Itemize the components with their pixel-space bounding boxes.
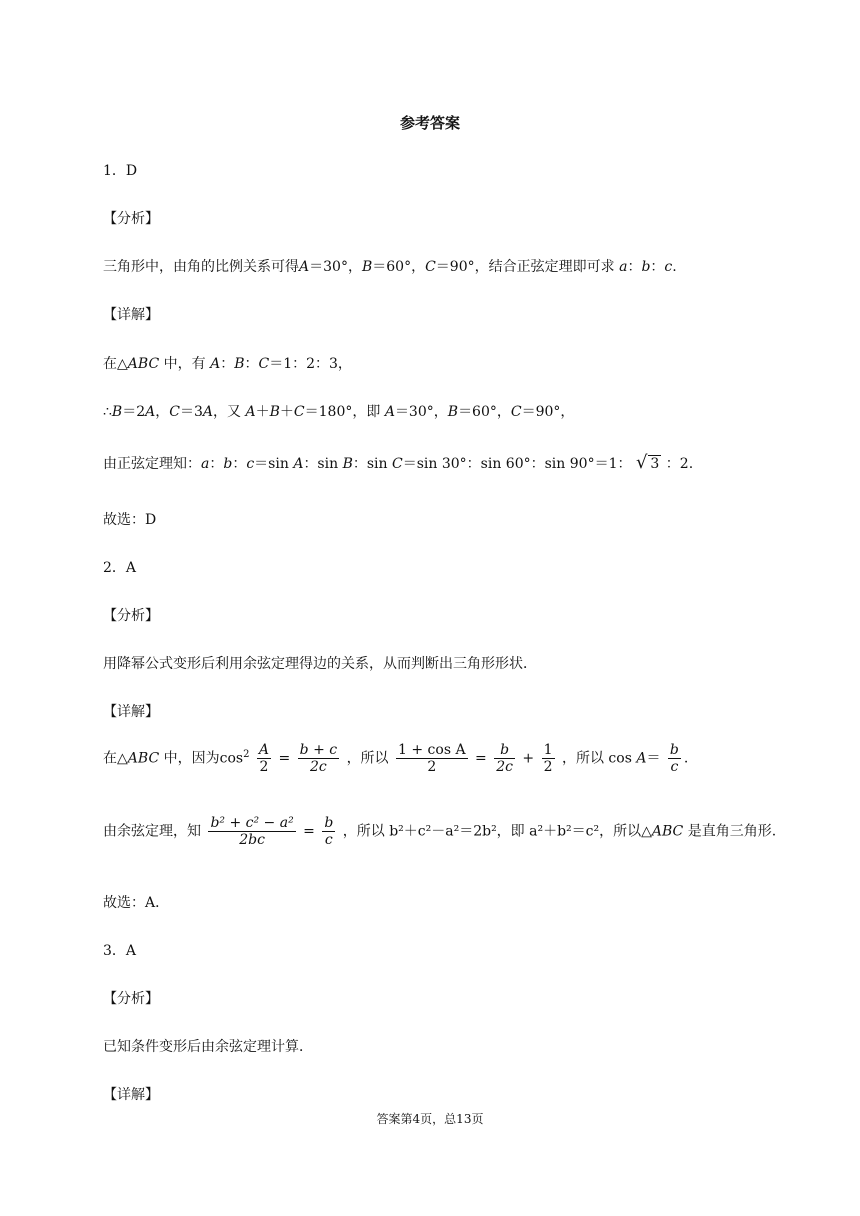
q1-choice: 故选：D [103,512,157,528]
fraction-1-plus-cos-a-over-2: $\frac{\text{1 + cos A}}{2}$ [398,742,466,776]
page-footer: 答案第4页，总13页 [376,1112,484,1126]
q3-answer: 3．A [103,943,137,959]
q1-detail-line-2: ∴B＝2A，C＝3A，又 A＋B＋C＝180°，即 A＝30°，B＝60°，C＝90°， [103,404,575,420]
fraction-b-over-2c: $\frac{b}{2c}$ [496,742,513,776]
q2-detail-line-2: 由余弦定理，知 $\frac{\text{b² + c² − a²}}{2bc}$ = $\frac{b}{c}$ ，所以 b²＋c²－a²＝2b²，即 a²＋b²＝c²，所以△ABC 是直角三角形. [103,815,777,849]
q3-analysis-text: 已知条件变形后由余弦定理计算． [103,1039,313,1055]
fraction-a-over-2: $\frac{A}{2}$ [258,742,270,776]
q2-answer: 2．A [103,560,137,576]
q1-detail-header: 【详解】 [103,307,159,323]
q2-detail-header: 【详解】 [103,704,159,720]
q2-analysis-header: 【分析】 [103,608,159,624]
q2-detail-line-1: 在△ABC 中，因为$\cos^2$ $\frac{A}{2}$ = $\frac{b + c}{2c}$ ，所以 $\frac{\text{1 + cos A}}{2}$ = $\frac{b}{2c}$ + $\frac{1}{2}$ ，所以 cos A＝ $\frac{b}{c}$ . [103,742,689,776]
q3-analysis-header: 【分析】 [103,991,159,1007]
q1-answer: 1．D [103,163,138,179]
q1-analysis-text: 三角形中，由角的比例关系可得A＝30°，B＝60°，C＝90°，结合正弦定理即可求 a：b：c. [103,259,677,275]
page-title: 参考答案 [399,114,460,132]
q1-analysis-header: 【分析】 [103,211,159,227]
fraction-b-plus-c-over-2c: $\frac{b + c}{2c}$ [299,742,338,776]
q2-choice: 故选：A． [103,895,170,911]
q2-analysis-text: 用降幂公式变形后利用余弦定理得边的关系，从而判断出三角形形状． [103,656,537,672]
q1-detail-line-3: 由正弦定理知：a：b：c＝sin A：sin B：sin C＝sin 30°：sin 60°：sin 90°＝1： √ 3 ：2. [103,452,694,473]
fraction-b-over-c-2: $\frac{b}{c}$ [324,815,334,849]
fraction-1-over-2: $\frac{1}{2}$ [543,742,553,776]
fraction-cosine-law: $\frac{\text{b² + c² − a²}}{2bc}$ [210,815,294,849]
q3-detail-header: 【详解】 [103,1087,159,1103]
sqrt-symbol: √ [635,452,648,473]
fraction-b-over-c: $\frac{b}{c}$ [669,742,679,776]
q1-detail-line-1: 在△ABC 中，有 A：B：C＝1：2：3， [103,356,352,372]
